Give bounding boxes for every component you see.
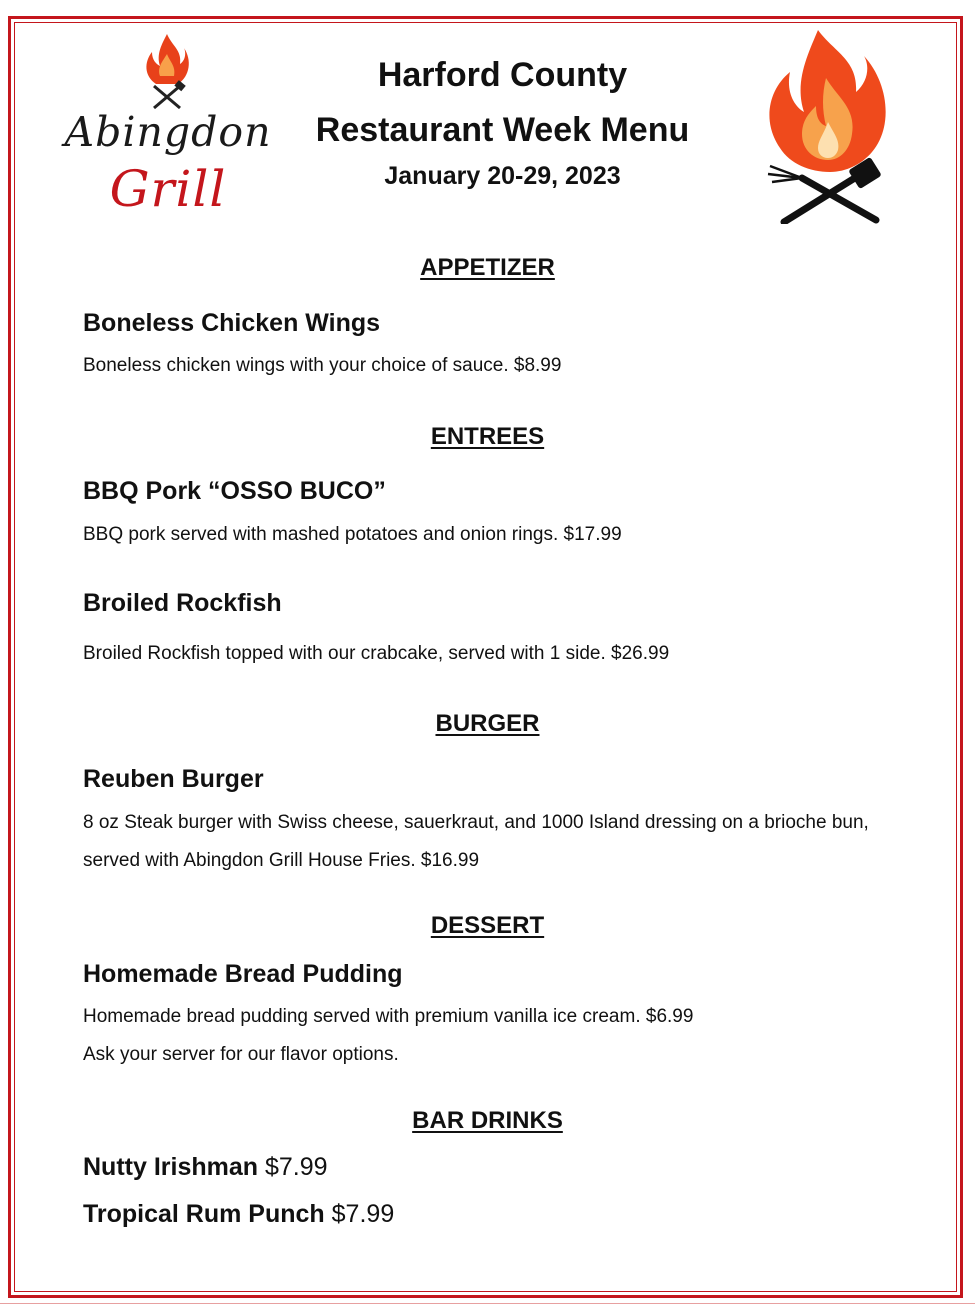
header-dates: January 20-29, 2023: [384, 162, 621, 190]
item-desc-broiled-rockfish: Broiled Rockfish topped with our crabcake, served with 1 side. $26.99: [83, 643, 670, 664]
drink-name: Nutty Irishman: [83, 1153, 259, 1181]
section-title-entrees: ENTREES: [430, 423, 545, 450]
restaurant-logo: [62, 30, 274, 220]
drink-price: $7.99: [331, 1200, 395, 1228]
drink-nutty-irishman: [83, 1153, 328, 1182]
section-title-burger: BURGER: [435, 710, 540, 737]
item-desc-bbq-pork: BBQ pork served with mashed potatoes and onion rings. $17.99: [83, 524, 622, 545]
item-name-bread-pudding: Homemade Bread Pudding: [83, 960, 403, 988]
header-county: Harford County: [377, 56, 628, 94]
item-desc-boneless-chicken-wings: Boneless chicken wings with your choice of sauce. $8.99: [83, 355, 562, 376]
item-desc-reuben-burger: 8 oz Steak burger with Swiss cheese, sauerkraut, and 1000 Island dressing on a brioche bun, served with Abingdon Grill House Fries. $16.99: [83, 812, 869, 871]
logo-text-grill: Grill: [109, 160, 227, 218]
section-title-appetizer: APPETIZER: [420, 254, 555, 281]
fire-with-crossed-fork-and-spatula-icon: [760, 26, 900, 224]
section-title-dessert: DESSERT: [430, 912, 545, 939]
item-name-boneless-chicken-wings: Boneless Chicken Wings: [83, 309, 381, 337]
item-name-broiled-rockfish: Broiled Rockfish: [83, 589, 282, 617]
item-desc-bread-pudding: Homemade bread pudding served with premium vanilla ice cream. $6.99: [83, 1006, 694, 1027]
header-title: Restaurant Week Menu: [315, 111, 690, 149]
drink-tropical-rum-punch: [83, 1200, 394, 1229]
page-bottom-rule: [0, 1303, 975, 1304]
drink-name: Tropical Rum Punch: [83, 1200, 325, 1228]
item-note-bread-pudding: Ask your server for our flavor options.: [83, 1044, 399, 1065]
logo-text-abingdon: Abingdon: [64, 108, 272, 156]
flame-spatula-icon: [142, 32, 192, 112]
menu-header: [270, 48, 735, 191]
item-name-bbq-pork: BBQ Pork “OSSO BUCO”: [83, 477, 386, 505]
item-name-reuben-burger: Reuben Burger: [83, 765, 264, 793]
section-title-bar-drinks: BAR DRINKS: [412, 1107, 563, 1134]
drink-price: $7.99: [264, 1153, 328, 1181]
